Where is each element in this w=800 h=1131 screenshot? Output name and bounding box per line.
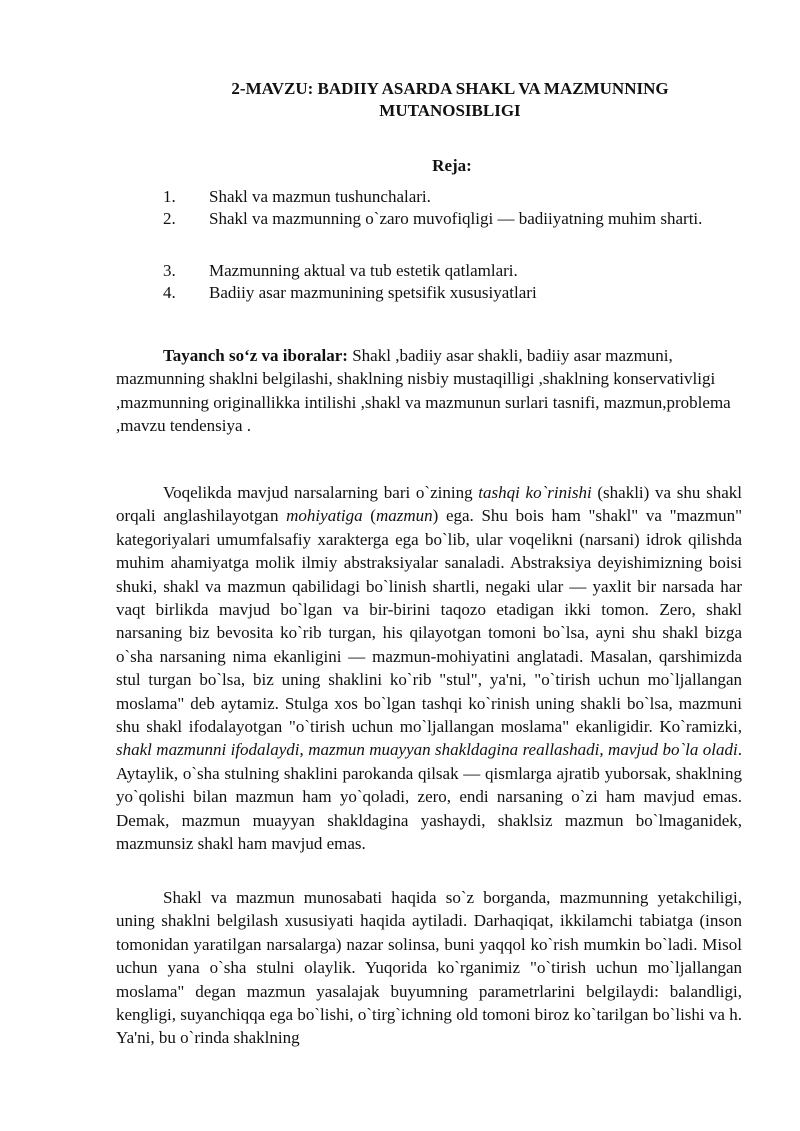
body-paragraph-1 [116,481,742,856]
keywords-text: Shakl ,badiiy asar shakli, badiiy asar mazmuni, mazmunning shaklni belgilashi, shaklning nisbiy mustaqilligi ,shaklning konservativligi ,mazmunning originallikka intilishi ,shakl va mazmunun surlari tasnifi, mazmun,problema ,mavzu tendensiya . [116,346,731,436]
para1-text-4: ) ega. Shu bois ham "shakl" va "mazmun" kategoriyalari umumfalsafiy xarakterga ega bo`lib, ular voqelikni (narsani) idrok qilishda muhim ahamiyatga molik ilmiy abstraksiyalar sanaladi. Abstraksiya deyishimizning boisi shuki, shakl va mazmun qabilidagi bo`linish shartli, negaki ular — yaxlit bir narsada har vaqt birlikda mavjud bo`lgan va bir-birini taqozo etadigan ikki tomon. Zero, shakl narsaning biz bevosita ko`rib turgan, his qilayotgan tomoni bo`lsa, ayni shu shakl bizga o`sha narsaning nima ekanligini — mazmun-mohiyatini anglatadi. Masalan, qarshimizda stul turgan bo`lsa, biz uning shaklini ko`rib "stul", ya'ni, "o`tirish uchun mo`ljallangan moslama" deb aytamiz. Stulga xos bo`lgan tashqi ko`rinish uning shakli bo`lsa, mazmuni shu shakl ifodalayotgan "o`tirish uchun mo`ljallangan moslama" ekanligidir. Ko`ramizki, [116,506,743,737]
document-title [190,78,710,122]
keywords-label: Tayanch so‘z va iboralar: [163,346,348,365]
plan-item-number: 1. [163,187,176,206]
para1-italic-1: tashqi ko`rinishi [478,483,592,502]
plan-item-number: 3. [163,261,176,280]
para1-text-1: Voqelikda mavjud narsalarning bari o`zining [163,483,479,502]
para1-italic-3: mazmun [375,506,433,526]
para1-text-3: ( [362,506,376,526]
plan-item-number: 4. [163,283,176,302]
plan-item-text: Shakl va mazmun tushunchalari. [209,187,431,206]
para1-text-2: (shakli) va shu shakl orqali anglashilayotgan [116,483,742,526]
para1-text-5: . Aytaylik, o`sha stulning shaklini parokanda qilsak — qismlarga ajratib yuborsak, shaklning yo`qolishi bilan mazmun ham yo`qoladi, zero, endi narsaning o`zi ham mavjud emas. Demak, mazmun muayyan shakldagina yashaydi, shaklsiz mazmun bo`lmaganidek, mazmunsiz shakl ham mavjud emas. [116,740,742,854]
plan-item-text: Badiiy asar mazmunining spetsifik xususiyatlari [209,283,537,302]
keywords-paragraph [116,344,742,438]
body-paragraph-2: Shakl va mazmun munosabati haqida so`z borganda, mazmunning yetakchiligi, uning shaklni belgilash xususiyati haqida aytiladi. Darhaqiqat, ikkilamchi tabiatga (inson tomonidan yaratilgan narsalarga) nazar solinsa, buni yaqqol ko`rish mumkin bo`ladi. Misol uchun yana o`sha stulni olaylik. Yuqorida ko`rganimiz "o`tirish uchun mo`ljallangan moslama" degan mazmun yasalajak buyumning parametrlarini belgilaydi: balandligi, kengligi, suyanchiqqa ega bo`lishi, o`tirg`ichning old tomoni biroz ko`tarilgan bo`lishi va h. Ya'ni, bu o`rinda shaklning [116,888,742,1048]
title-line-1: 2-MAVZU: BADIIY ASARDA SHAKL VA MAZMUNNING [231,79,669,98]
plan-item-text: Shakl va mazmunning o`zaro muvofiqligi — badiiyatning muhim sharti. [209,209,703,228]
title-line-2: MUTANOSIBLIGI [379,101,521,120]
para1-italic-2: mohiyatiga [286,506,363,526]
plan-item-number: 2. [163,209,176,228]
plan-heading: Reja: [432,156,472,175]
plan-item-text: Mazmunning aktual va tub estetik qatlamlari. [209,261,518,280]
para1-italic-4: shakl mazmunni ifodalaydi, mazmun muayyan shakldagina reallashadi, mavjud bo`la oladi [116,740,738,760]
